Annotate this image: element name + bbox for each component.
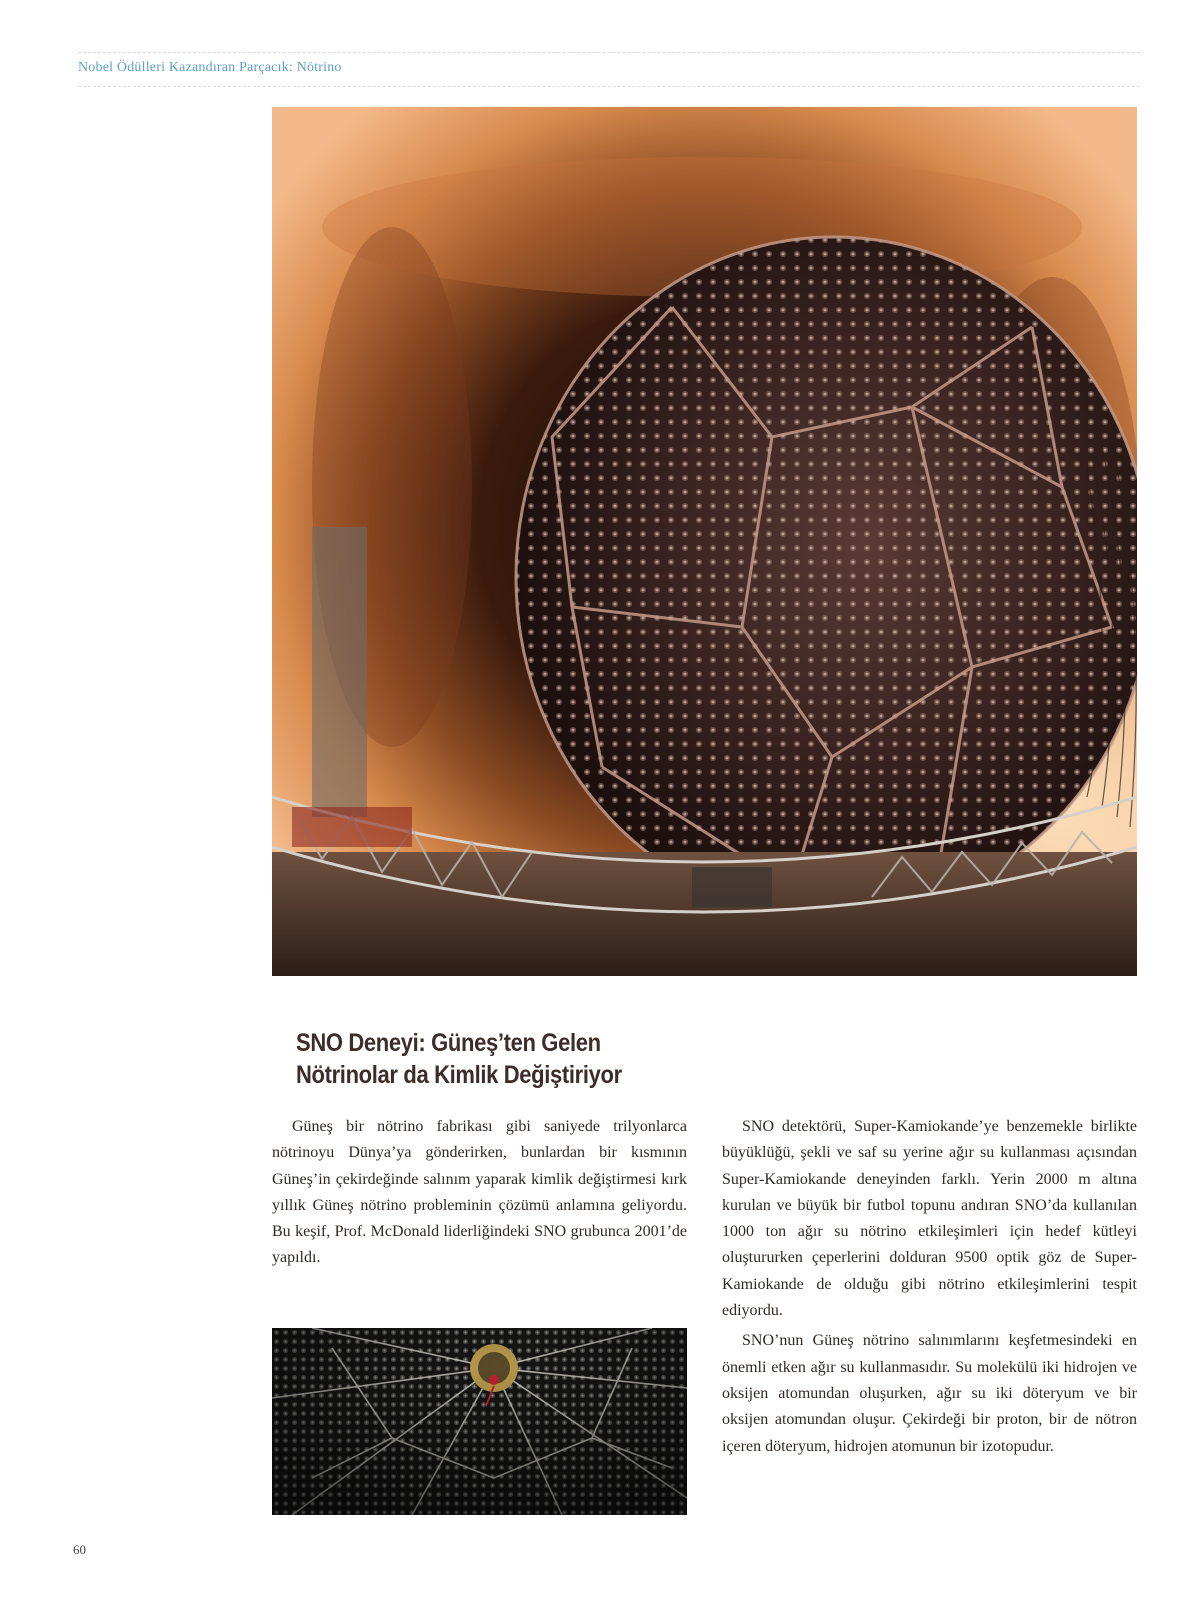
sno-interior-illustration	[272, 1328, 687, 1515]
left-column	[272, 1114, 687, 1272]
sno-detector-photo	[272, 107, 1137, 976]
right-column	[722, 1114, 1137, 1460]
body-paragraph: SNO’nun Güneş nötrino salınımlarını keşfetmesindeki en önemli etken ağır su kullanmasıdır. Su molekülü iki hidrojen ve oksijen atomundan oluşurken, ağır su iki döteryum ve bir oksijen atomundan oluşur. Çekirdeği bir proton, bir de nötron içeren döteryum, hidrojen atomunun bir izotopudur.	[722, 1332, 1137, 1455]
sno-interior-photo	[272, 1328, 687, 1515]
body-paragraph: Güneş bir nötrino fabrikası gibi saniyede trilyonlarca nötrinoyu Dünya’ya gönderirken, bunlardan bir kısmının Güneş’in çekirdeğinde salınım yaparak kimlik değiştirmesi kırk yıllık Güneş nötrino probleminin çözümü anlamına geliyordu. Bu keşif, Prof. McDonald liderliğindeki SNO grubunca 2001’de yapıldı.	[272, 1118, 687, 1267]
header-rule-bottom	[78, 86, 1140, 87]
sno-detector-illustration	[272, 107, 1137, 976]
header-rule-top	[78, 52, 1140, 53]
body-paragraph: SNO detektörü, Super-Kamiokande’ye benzemekle birlikte büyüklüğü, şekli ve saf su yerine ağır su kullanması açısından Super-Kamiokande deneyinden farklı. Yerin 2000 m altına kurulan ve büyük bir futbol topunu andıran SNO’da kullanılan 1000 ton ağır su nötrino etkileşimleri için hedef kütleyi oluştururken çeperlerini dolduran 9500 optik göz de Super-Kamiokande de olduğu gibi nötrino etkileşimlerini tespit ediyordu.	[722, 1118, 1137, 1320]
page-number: 60	[73, 1542, 86, 1557]
section-title	[296, 1027, 622, 1091]
section-title-line-2: Nötrinolar da Kimlik Değiştiriyor	[296, 1061, 622, 1089]
section-title-line-1: SNO Deneyi: Güneş’ten Gelen	[296, 1029, 601, 1057]
running-header: Nobel Ödülleri Kazandıran Parçacık: Nötrino	[78, 60, 342, 75]
